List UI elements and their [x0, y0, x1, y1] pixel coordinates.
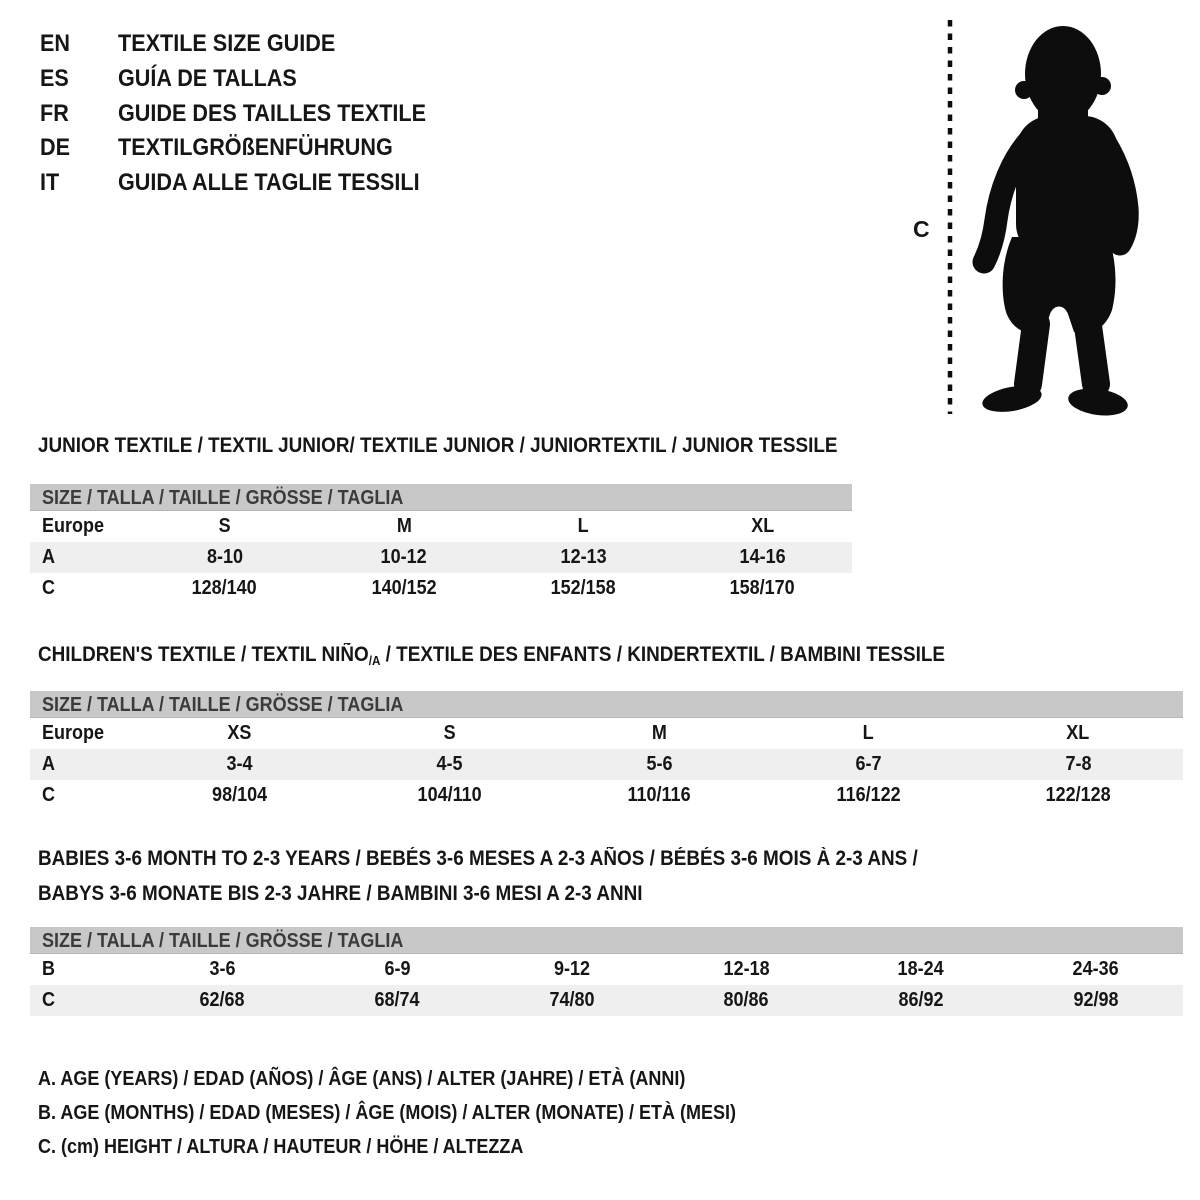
table-row — [30, 718, 1183, 749]
table-cell: 3-4 — [226, 753, 253, 775]
language-title-list — [40, 27, 460, 201]
language-title: GUIDA ALLE TAGLIE TESSILI — [118, 169, 420, 197]
row-label: Europe — [42, 515, 105, 537]
table-cell: 68/74 — [374, 989, 420, 1011]
language-title: TEXTILGRÖßENFÜHRUNG — [118, 134, 393, 162]
table-cell: 80/86 — [723, 989, 769, 1011]
children-size-table — [30, 691, 1183, 811]
table-cell: 140/152 — [371, 577, 437, 599]
table-row — [30, 954, 1183, 985]
table-cell: 24-36 — [1072, 958, 1119, 980]
table-cell: 128/140 — [192, 577, 258, 599]
baby-silhouette — [938, 12, 1148, 420]
row-label: A — [42, 546, 56, 568]
table-cell: 92/98 — [1073, 989, 1119, 1011]
table-cell: 86/92 — [898, 989, 944, 1011]
table-cell: 98/104 — [212, 784, 268, 806]
table-cell: XL — [750, 515, 774, 537]
table-cell: M — [651, 722, 667, 744]
title-subscript: /A — [368, 653, 381, 668]
section-title-junior: JUNIOR TEXTILE / TEXTIL JUNIOR/ TEXTILE JUNIOR / JUNIORTEXTIL / JUNIOR TESSILE — [38, 434, 838, 457]
legend — [38, 1062, 814, 1164]
row-label: A — [42, 753, 56, 775]
language-code: IT — [40, 169, 60, 197]
table-cell: S — [218, 515, 231, 537]
table-row — [30, 542, 852, 573]
language-title: GUÍA DE TALLAS — [118, 64, 297, 92]
junior-size-table — [30, 484, 852, 604]
legend-line-c: C. (cm) HEIGHT / ALTURA / HAUTEUR / HÖHE / ALTEZZA — [38, 1136, 524, 1158]
table-cell: 74/80 — [549, 989, 595, 1011]
table-cell: 6-7 — [855, 753, 882, 775]
language-code: EN — [40, 30, 71, 57]
size-header-bar: SIZE / TALLA / TAILLE / GRÖSSE / TAGLIA — [30, 691, 1183, 718]
table-cell: L — [863, 722, 875, 744]
table-cell: XL — [1066, 722, 1090, 744]
table-row — [30, 749, 1183, 780]
row-label: B — [42, 958, 56, 980]
table-cell: 122/128 — [1045, 784, 1111, 806]
language-title: GUIDE DES TAILLES TEXTILE — [118, 99, 427, 127]
babies-size-table — [30, 927, 1183, 1016]
section-title-babies: BABIES 3-6 MONTH TO 2-3 YEARS / BEBÉS 3-6 MESES A 2-3 AÑOS / BÉBÉS 3-6 MOIS À 2-3 ANS / BABYS 3-6 MONATE BIS 2-3 JAHRE / BAMBINI 3-6 MESI A 2-3 ANNI — [38, 847, 918, 905]
size-header-bar: SIZE / TALLA / TAILLE / GRÖSSE / TAGLIA — [30, 927, 1183, 954]
table-cell: M — [396, 515, 412, 537]
language-row — [40, 62, 460, 97]
language-code: DE — [40, 134, 71, 162]
table-cell: 5-6 — [645, 753, 672, 775]
size-header-bar: SIZE / TALLA / TAILLE / GRÖSSE / TAGLIA — [30, 484, 852, 511]
table-row — [30, 780, 1183, 811]
table-cell: 6-9 — [383, 958, 411, 980]
row-label: C — [42, 577, 56, 599]
table-cell: S — [443, 722, 456, 744]
table-row — [30, 985, 1183, 1016]
table-cell: 12-18 — [723, 958, 770, 980]
table-row — [30, 511, 852, 542]
row-label: Europe — [42, 722, 105, 744]
table-cell: 152/158 — [550, 577, 616, 599]
language-code: FR — [40, 99, 69, 127]
table-cell: 14-16 — [739, 546, 786, 568]
legend-line-a: A. AGE (YEARS) / EDAD (AÑOS) / ÂGE (ANS) / ALTER (JAHRE) / ETÀ (ANNI) — [38, 1068, 686, 1090]
table-cell: 12-13 — [560, 546, 607, 568]
language-row — [40, 97, 460, 132]
table-cell: L — [577, 515, 589, 537]
table-cell: 8-10 — [206, 546, 243, 568]
language-code: ES — [40, 64, 69, 92]
language-row — [40, 131, 460, 166]
table-cell: 62/68 — [199, 989, 245, 1011]
legend-line-b: B. AGE (MONTHS) / EDAD (MESES) / ÂGE (MOIS) / ALTER (MONATE) / ETÀ (MESI) — [38, 1102, 736, 1124]
language-title: TEXTILE SIZE GUIDE — [118, 30, 336, 57]
table-cell: 10-12 — [380, 546, 427, 568]
row-label: C — [42, 989, 56, 1011]
table-cell: 18-24 — [897, 958, 945, 980]
table-cell: 116/122 — [836, 784, 901, 806]
table-cell: 104/110 — [417, 784, 482, 806]
table-cell: 3-6 — [209, 958, 236, 980]
table-cell: 110/116 — [627, 784, 691, 806]
table-row — [30, 573, 852, 604]
table-cell: 158/170 — [729, 577, 795, 599]
table-cell: 9-12 — [553, 958, 590, 980]
row-label: C — [42, 784, 56, 806]
table-cell: XS — [227, 722, 252, 744]
height-measure-label: C — [913, 216, 930, 242]
language-row — [40, 27, 460, 62]
table-cell: 7-8 — [1065, 753, 1092, 775]
table-cell: 4-5 — [436, 753, 463, 775]
section-title-children: CHILDREN'S TEXTILE / TEXTIL NIÑO/A / TEXTILE DES ENFANTS / KINDERTEXTIL / BAMBINI TESSILE — [38, 643, 946, 668]
language-row — [40, 166, 460, 201]
